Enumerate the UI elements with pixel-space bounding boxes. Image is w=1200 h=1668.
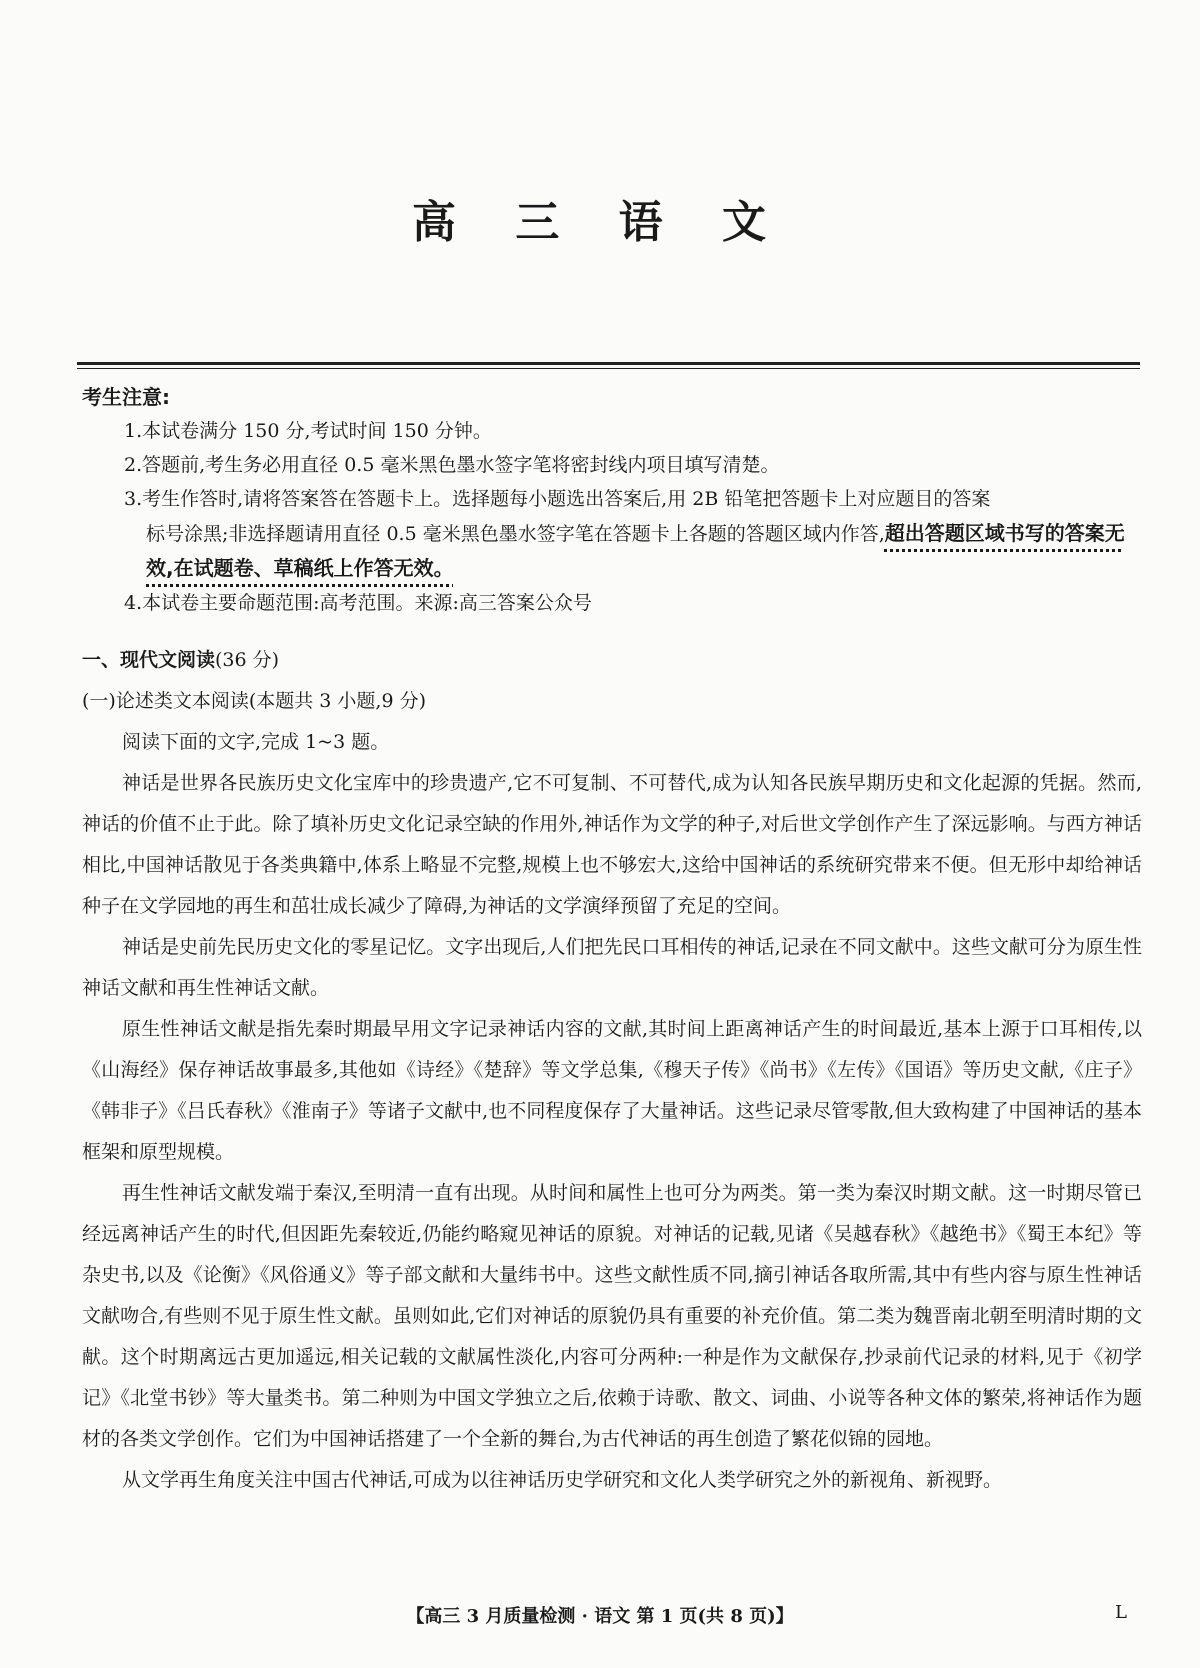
header-divider-thin <box>77 368 1140 369</box>
section-points: (36 分) <box>215 649 280 671</box>
footer-version-mark: L <box>1115 1602 1127 1623</box>
notice-item-3 <box>82 482 1142 586</box>
notice-item-1: 1.本试卷满分 150 分,考试时间 150 分钟。 <box>124 420 492 442</box>
header-divider-thick <box>77 362 1140 365</box>
notice-heading: 考生注意: <box>82 385 170 409</box>
page-title: 高 三 语 文 <box>412 197 788 248</box>
notice-item-3-cont-text: 标号涂黑;非选择题请用直径 0.5 毫米黑色墨水签字笔在答题卡上各题的答题区域内作答, <box>146 523 885 545</box>
section-heading <box>82 640 1142 681</box>
notice-item-2: 2.答题前,考生务必用直径 0.5 毫米黑色墨水签字笔将密封线内项目填写清楚。 <box>124 454 780 476</box>
notice-item-3-continuation <box>124 516 1142 586</box>
passage-paragraph-5: 从文学再生角度关注中国古代神话,可成为以往神话历史学研究和文化人类学研究之外的新视角、新视野。 <box>122 1469 1003 1491</box>
reading-instruction: 阅读下面的文字,完成 1~3 题。 <box>122 731 390 753</box>
page-footer: 【高三 3 月质量检测 · 语文 第 1 页(共 8 页)】 <box>406 1606 794 1627</box>
subsection-heading: (一)论述类文本阅读(本题共 3 小题,9 分) <box>82 690 426 712</box>
notice-item-3-text: 3.考生作答时,请将答案答在答题卡上。选择题每小题选出答案后,用 2B 铅笔把答题卡上对应题目的答案 <box>124 488 991 510</box>
candidate-notice <box>82 380 1142 620</box>
notice-item-4: 4.本试卷主要命题范围:高考范围。来源:高三答案公众号 <box>124 592 592 614</box>
section-heading-text: 一、现代文阅读 <box>82 649 216 671</box>
notice-item-3-emphasis: 超出答题区域书写的答案无效,在试题卷、草稿纸上作答无效。 <box>146 521 1125 580</box>
passage-paragraph-4: 再生性神话文献发端于秦汉,至明清一直有出现。从时间和属性上也可分为两类。第一类为秦汉时期文献。这一时期尽管已经远离神话产生的时代,但因距先秦较近,仍能约略窥见神话的原貌。对神话的记载,见诸《吴越春秋》《越绝书》《蜀王本纪》等杂史书,以及《论衡》《风俗通义》等子部文献和大量纬书中。这些文献性质不同,摘引神话各取所需,其中有些内容与原生性神话文献吻合,有些则不见于原生性文献。虽则如此,它们对神话的原貌仍具有重要的补充价值。第二类为魏晋南北朝至明清时期的文献。这个时期离远古更加遥远,相关记载的文献属性淡化,内容可分两种:一种是作为文献保存,抄录前代记录的材料,见于《初学记》《北堂书钞》等大量类书。第二种则为中国文学独立之后,依赖于诗歌、散文、词曲、小说等各种文体的繁荣,将神话作为题材的各类文学创作。它们为中国神话搭建了一个全新的舞台,为古代神话的再生创造了繁花似锦的园地。 <box>82 1182 1142 1450</box>
passage-paragraph-1: 神话是世界各民族历史文化宝库中的珍贵遗产,它不可复制、不可替代,成为认知各民族早期历史和文化起源的凭据。然而,神话的价值不止于此。除了填补历史文化记录空缺的作用外,神话作为文学的种子,对后世文学创作产生了深远影响。与西方神话相比,中国神话散见于各类典籍中,体系上略显不完整,规模上也不够宏大,这给中国神话的系统研究带来不便。但无形中却给神话种子在文学园地的再生和茁壮成长减少了障碍,为神话的文学演绎预留了充足的空间。 <box>82 772 1142 917</box>
section-modern-reading <box>82 640 1142 1501</box>
passage-paragraph-2: 神话是史前先民历史文化的零星记忆。文字出现后,人们把先民口耳相传的神话,记录在不同文献中。这些文献可分为原生性神话文献和再生性神话文献。 <box>82 936 1142 999</box>
passage-paragraph-3: 原生性神话文献是指先秦时期最早用文字记录神话内容的文献,其时间上距离神话产生的时间最近,基本上源于口耳相传,以《山海经》保存神话故事最多,其他如《诗经》《楚辞》等文学总集,《穆天子传》《尚书》《左传》《国语》等历史文献,《庄子》《韩非子》《吕氏春秋》《淮南子》等诸子文献中,也不同程度保存了大量神话。这些记录尽管零散,但大致构建了中国神话的基本框架和原型规模。 <box>82 1018 1142 1163</box>
